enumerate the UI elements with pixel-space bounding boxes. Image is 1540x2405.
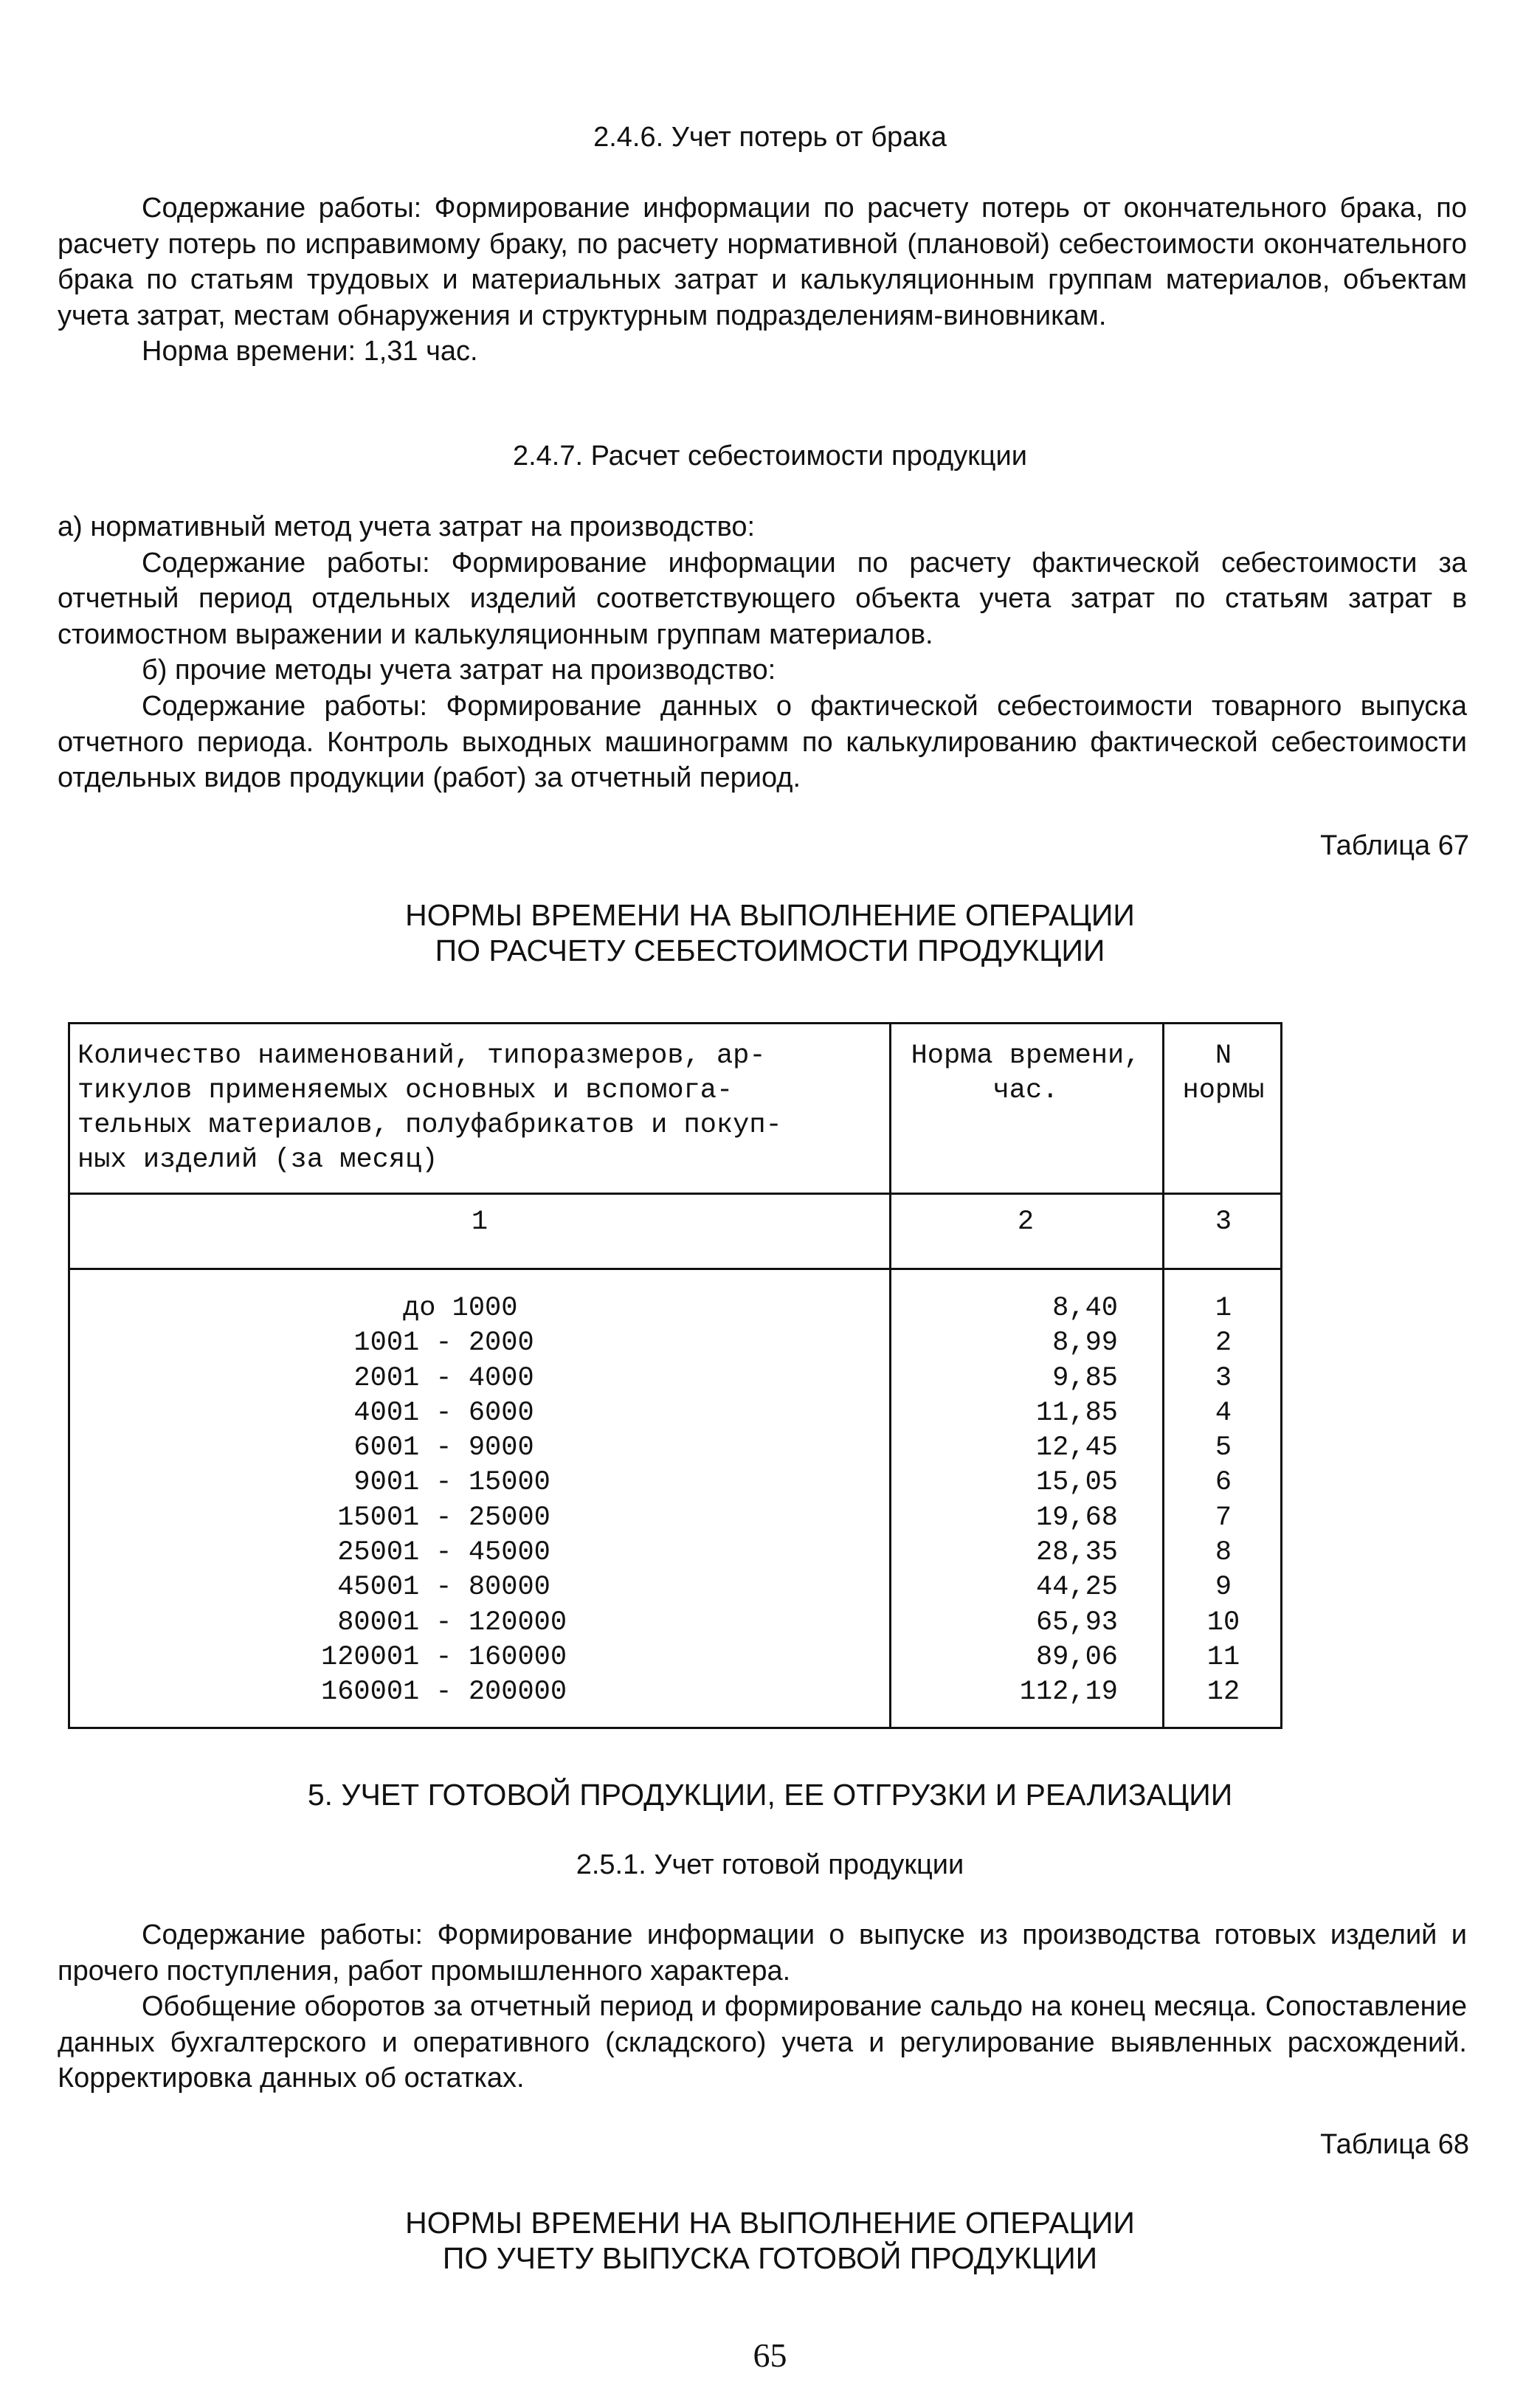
col1-header-line: тикулов применяемых основных и вспомога- <box>77 1075 733 1106</box>
section-246-body <box>58 190 1467 370</box>
table-68-label: Таблица 68 <box>1320 2129 1469 2160</box>
table-68-heading-line2: ПО УЧЕТУ ВЫПУСКА ГОТОВОЙ ПРОДУКЦИИ <box>442 2241 1098 2275</box>
col2-header-line: час. <box>992 1075 1059 1106</box>
table-row-time: 19,68 <box>1035 1502 1118 1533</box>
table-row-norm: 7 <box>1215 1502 1232 1533</box>
table-row-norm: 10 <box>1206 1607 1240 1638</box>
table-row-time: 11,85 <box>1035 1397 1118 1429</box>
col2-header-line: Норма времени, <box>911 1041 1141 1072</box>
table-67-label: Таблица 67 <box>1320 830 1469 861</box>
table-row-time: 44,25 <box>1035 1572 1118 1604</box>
table-row-time: 8,40 <box>1052 1293 1118 1324</box>
section-251-content2: Обобщение оборотов за отчетный период и формирование сальдо на конец месяца. Сопоставление данных бухгалтерского и оперативного (складского) учета и регулирование выявленных расхождений. Корректировка данных об остатках. <box>58 1991 1467 2094</box>
time-column <box>889 1291 1162 1711</box>
col-number-3: 3 <box>1215 1207 1232 1238</box>
section-247-a-label: а) нормативный метод учета затрат на производство: <box>58 511 756 542</box>
col3-header-line: N <box>1215 1041 1232 1072</box>
col1-header-line: тельных материалов, полуфабрикатов и покуп- <box>77 1110 782 1141</box>
section-5-title: 5. УЧЕТ ГОТОВОЙ ПРОДУКЦИИ, ЕЕ ОТГРУЗКИ И РЕАЛИЗАЦИИ <box>307 1778 1233 1812</box>
col1-header <box>77 1039 948 1178</box>
col1-header-line: ных изделий (за месяц) <box>77 1145 438 1176</box>
section-247-title: 2.4.7. Расчет себестоимости продукции <box>512 441 1028 472</box>
table-row-range: 120001 - 160000 <box>321 1641 567 1673</box>
range-column <box>70 1291 889 1711</box>
table-row-range: до 1000 <box>321 1293 518 1324</box>
page-number: 65 <box>753 2336 787 2374</box>
table-row-time: 15,05 <box>1035 1467 1118 1499</box>
table-row-range: 9001 - 15000 <box>321 1467 550 1499</box>
table-row-range: 4001 - 6000 <box>321 1397 534 1429</box>
col2-header <box>889 1039 1162 1108</box>
table-row-range: 80001 - 120000 <box>321 1607 567 1638</box>
table-67-heading-line2: ПО РАСЧЕТУ СЕБЕСТОИМОСТИ ПРОДУКЦИИ <box>435 934 1105 967</box>
table-row-norm: 5 <box>1215 1432 1232 1464</box>
section-246-norm: Норма времени: 1,31 час. <box>142 336 478 368</box>
table-row-time: 112,19 <box>1019 1677 1118 1708</box>
table-row-time: 28,35 <box>1035 1537 1118 1569</box>
section-247-body <box>58 509 1467 796</box>
table-row-range: 15001 - 25000 <box>321 1502 550 1533</box>
table-row-norm: 4 <box>1215 1397 1232 1429</box>
table-row-time: 65,93 <box>1035 1607 1118 1638</box>
table-row-divider <box>70 1193 1280 1195</box>
table-row-divider <box>70 1268 1280 1270</box>
section-247-b-content: Содержание работы: Формирование данных о фактической себестоимости товарного выпуска отчетного периода. Контроль выходных машинограмм по калькулированию фактической себестоимости отдельных видов продукции (работ) за отчетный период. <box>58 690 1467 794</box>
section-246-content: Содержание работы: Формирование информации по расчету потерь от окончательного брака, по расчету потерь по исправимому браку, по расчету нормативной (плановой) себестоимости окончательного брака по статьям трудовых и материальных затрат и калькуляционным группам материалов, объектам учета затрат, местам обнаружения и структурным подразделениям-виновникам. <box>58 193 1467 331</box>
table-row-norm: 2 <box>1215 1328 1232 1359</box>
table-row-norm: 1 <box>1215 1293 1232 1324</box>
table-row-time: 12,45 <box>1035 1432 1118 1464</box>
table-row-norm: 11 <box>1206 1641 1240 1673</box>
table-row-norm: 9 <box>1215 1572 1232 1604</box>
table-row-time: 89,06 <box>1035 1641 1118 1673</box>
table-row-norm: 6 <box>1215 1467 1232 1499</box>
table-67-heading <box>0 897 1540 968</box>
table-row-norm: 8 <box>1215 1537 1232 1569</box>
section-247-a-content: Содержание работы: Формирование информации по расчету фактической себестоимости за отчетный период отдельных изделий соответствующего объекта учета затрат по статьям затрат в стоимостном выражении и калькуляционным группам материалов. <box>58 547 1467 650</box>
section-251-content1: Содержание работы: Формирование информации о выпуске из производства готовых изделий и прочего поступления, работ промышленного характера. <box>58 1919 1467 1987</box>
table-68-heading-line1: НОРМЫ ВРЕМЕНИ НА ВЫПОЛНЕНИЕ ОПЕРАЦИИ <box>405 2206 1135 2240</box>
table-row-range: 160001 - 200000 <box>321 1677 567 1708</box>
col1-header-line: Количество наименований, типоразмеров, ар- <box>77 1041 766 1072</box>
col-number-1: 1 <box>471 1207 488 1238</box>
table-row-time: 9,85 <box>1052 1362 1118 1394</box>
section-251-title: 2.5.1. Учет готовой продукции <box>576 1849 964 1880</box>
table-row-norm: 3 <box>1215 1362 1232 1394</box>
section-247-b-label: б) прочие методы учета затрат на производство: <box>142 655 776 686</box>
table-row-range: 6001 - 9000 <box>321 1432 534 1464</box>
table-67 <box>68 1022 1282 1729</box>
col3-header-line: нормы <box>1182 1075 1265 1106</box>
col3-header <box>1162 1039 1285 1108</box>
table-row-range: 1001 - 2000 <box>321 1328 534 1359</box>
table-row-range: 2001 - 4000 <box>321 1362 534 1394</box>
table-68-heading <box>0 2205 1540 2276</box>
section-251-body <box>58 1917 1467 2097</box>
section-246-title: 2.4.6. Учет потерь от брака <box>593 122 947 153</box>
norm-number-column <box>1162 1291 1285 1711</box>
table-row-range: 25001 - 45000 <box>321 1537 550 1569</box>
col-number-2: 2 <box>1017 1207 1035 1238</box>
table-row-time: 8,99 <box>1052 1328 1118 1359</box>
table-row-range: 45001 - 80000 <box>321 1572 550 1604</box>
table-row-norm: 12 <box>1206 1677 1240 1708</box>
table-67-heading-line1: НОРМЫ ВРЕМЕНИ НА ВЫПОЛНЕНИЕ ОПЕРАЦИИ <box>405 898 1135 932</box>
